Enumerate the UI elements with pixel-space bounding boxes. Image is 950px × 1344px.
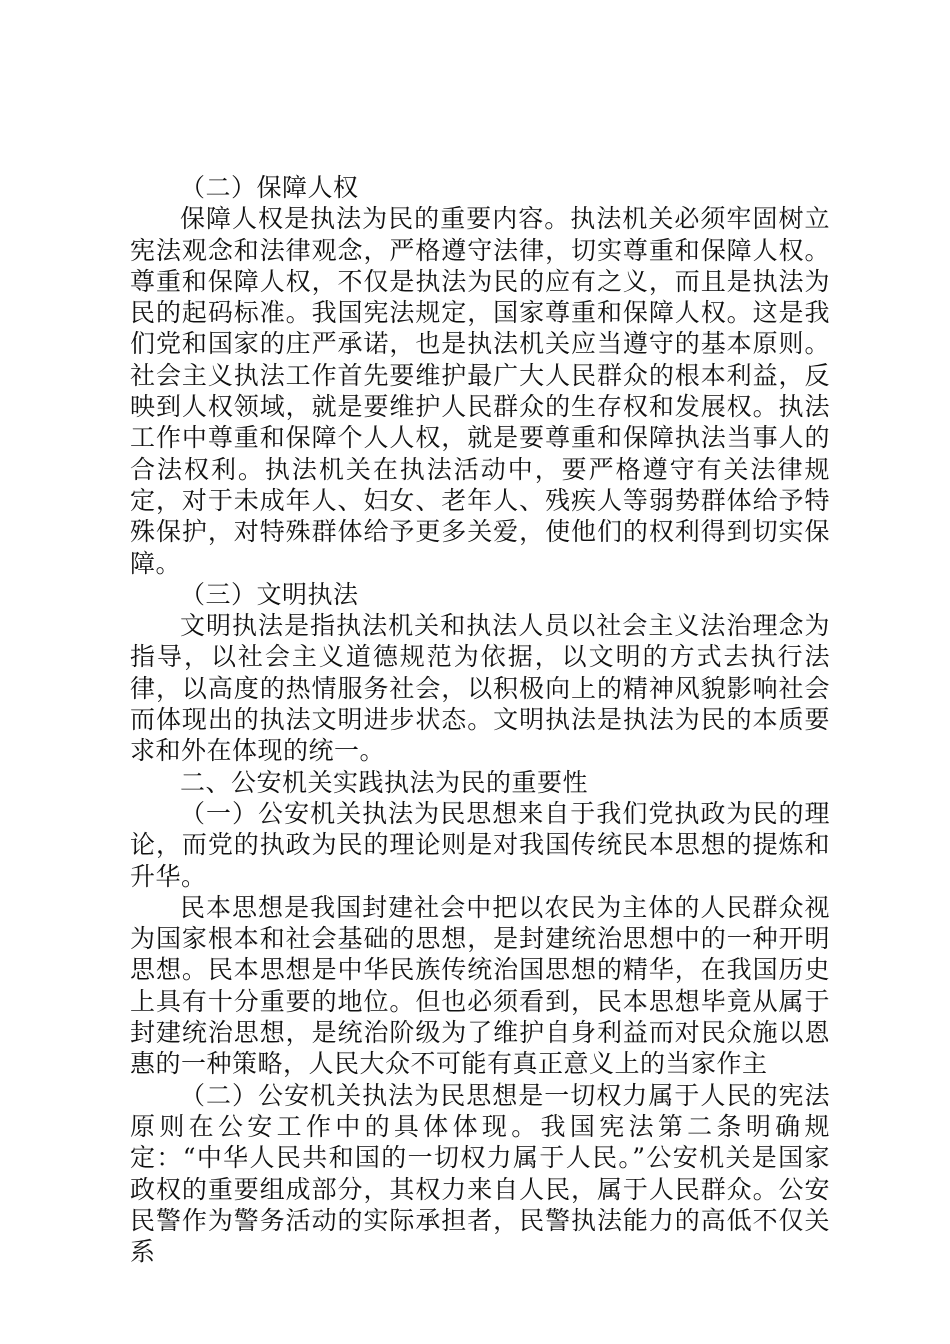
paragraph-protect-human-rights: 保障人权是执法为民的重要内容。执法机关必须牢固树立宪法观念和法律观念，严格遵守法律，切实尊重和保障人权。尊重和保障人权，不仅是执法为民的应有之义，而且是执法为民的起码标准。我国宪法规定，国家尊重和保障人权。这是我们党和国家的庄严承诺，也是执法机关应当遵守的基本原则。社会主义执法工作首先要维护最广大人民群众的根本利益，反映到人权领域，就是要维护人民群众的生存权和发展权。执法工作中尊重和保障个人人权，就是要尊重和保障执法当事人的合法权利。执法机关在执法活动中，要严格遵守有关法律规定，对于未成年人、妇女、老年人、残疾人等弱势群体给予特殊保护，对特殊群体给予更多关爱，使他们的权利得到切实保障。: [130, 204, 830, 578]
section-heading-importance: 二、公安机关实践执法为民的重要性: [180, 767, 589, 797]
paragraph-importance-point-one: （一）公安机关执法为民思想来自于我们党执政为民的理论，而党的执政为民的理论则是对我国传统民本思想的提炼和升华。: [130, 798, 830, 891]
paragraph-importance-point-two: （二）公安机关执法为民思想是一切权力属于人民的宪法原则在公安工作中的具体体现。我国宪法第二条明确规定：“中华人民共和国的一切权力属于人民。”公安机关是国家政权的重要组成部分，其权力来自人民，属于人民群众。公安民警作为警务活动的实际承担者，民警执法能力的高低不仅关系: [130, 1080, 830, 1267]
paragraph-people-based-thought: 民本思想是我国封建社会中把以农民为主体的人民群众视为国家根本和社会基础的思想，是封建统治思想中的一种开明思想。民本思想是中华民族传统治国思想的精华，在我国历史上具有十分重要的地位。但也必须看到，民本思想毕竟从属于封建统治思想，是统治阶级为了维护自身利益而对民众施以恩惠的一种策略，人民大众不可能有真正意义上的当家作主: [130, 892, 830, 1079]
section-heading-civilized-law-enforcement: （三）文明执法: [180, 579, 359, 609]
section-heading-protect-human-rights: （二）保障人权: [180, 173, 359, 202]
document-body: [130, 172, 830, 1267]
paragraph-civilized-law-enforcement: 文明执法是指执法机关和执法人员以社会主义法治理念为指导，以社会主义道德规范为依据，以文明的方式去执行法律，以高度的热情服务社会，以积极向上的精神风貌影响社会而体现出的执法文明进步状态。文明执法是执法为民的本质要求和外在体现的统一。: [130, 611, 830, 766]
